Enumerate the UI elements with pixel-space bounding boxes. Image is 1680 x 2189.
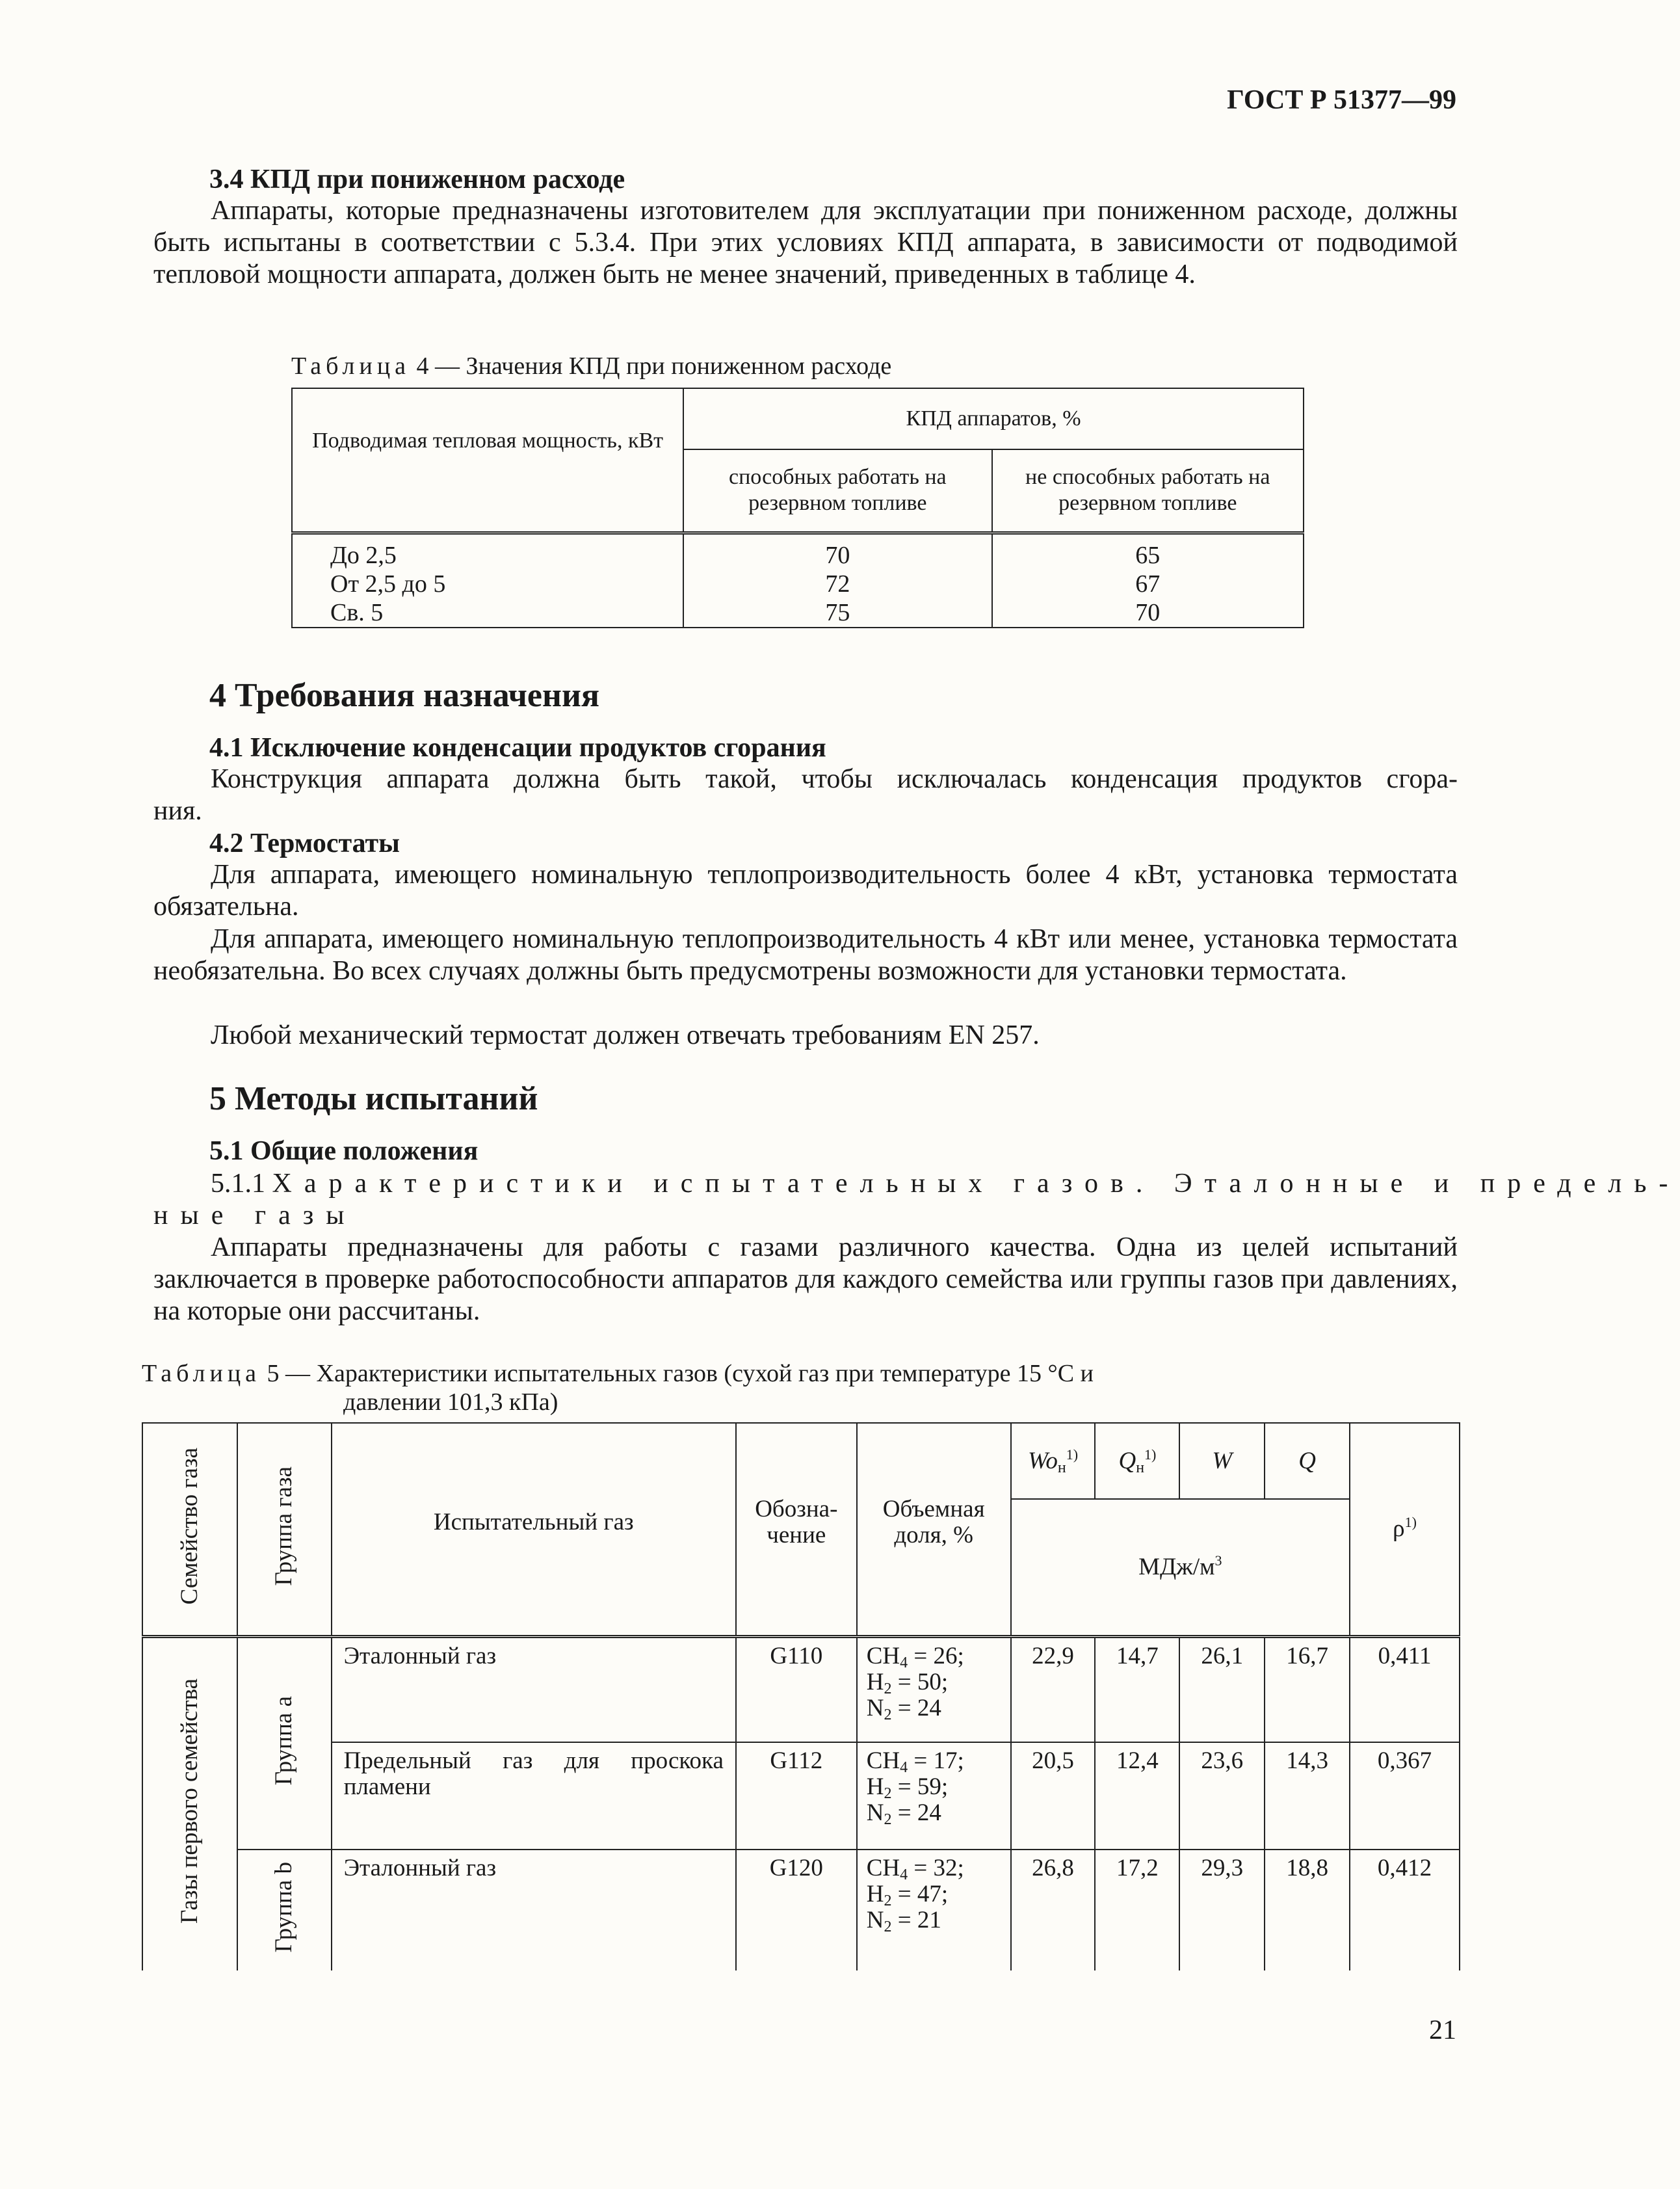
table-4-power-cells: [292, 533, 683, 628]
table-4-noreserve-cells: 65 67 70: [992, 533, 1304, 628]
table-5-caption-label: Таблица: [142, 1360, 261, 1387]
section-4-heading: 4 Требования назначения: [209, 677, 600, 714]
table-4-col-noreserve: не способных работать на резервном топливе: [992, 449, 1304, 533]
section-4-1-paragraph: Конструкция аппарата должна быть такой, чтобы исключалась конденсация продуктов сгора-: [211, 764, 1458, 794]
table-row: От 2,5 до 5: [330, 570, 446, 598]
page-number: 21: [1429, 2015, 1456, 2045]
table-4-col-power: Подводимая тепловая мощность, кВт: [292, 388, 683, 533]
table-5-caption: [142, 1359, 1094, 1388]
section-4-2-paragraph-2: Для аппарата, имеющего номинальную теплопроизводительность 4 кВт или менее, установка термостата необязательна. Во всех случаях должны быть предусмотрены возможности для установки термостата.: [153, 924, 1458, 986]
table-4-caption-label: Таблица: [291, 352, 411, 380]
section-4-2-heading: 4.2 Термостаты: [209, 829, 400, 858]
table-row: Эталонный газ: [332, 1850, 736, 1970]
section-5-1-1-heading-end: ные газы: [153, 1201, 357, 1230]
table-4-caption: [291, 352, 891, 380]
section-4-2-paragraph-1: Для аппарата, имеющего номинальную теплопроизводительность более 4 кВт, установка термостата обязательна.: [153, 860, 1458, 922]
table-5-col-wo: $Wo_н^{1)}$: [1011, 1423, 1096, 1499]
table-4-col-reserve: способных работать на резервном топливе: [683, 449, 991, 533]
table-row: Эталонный газ: [332, 1636, 736, 1742]
table-5-family-cell: Газы первого семейства: [142, 1636, 237, 1970]
table-5-col-q: Q: [1265, 1423, 1350, 1499]
section-5-heading: 5 Методы испытаний: [209, 1080, 538, 1117]
table-5-col-family: Семейство газа: [142, 1423, 237, 1636]
section-5-1-1-paragraph: Аппараты предназначены для работы с газами различного качества. Одна из целей испытаний заключается в проверке работоспособности аппаратов для каждого семейства или группы газов при давлениях, на которые они рассчитаны.: [153, 1232, 1458, 1326]
section-5-1-1-heading: 5.1.1 Характеристики испытательных газов. Эталонные и предель-: [211, 1169, 1680, 1199]
table-4-reserve-cells: 70 72 75: [683, 533, 991, 628]
document-code: ГОСТ Р 51377—99: [1227, 85, 1456, 115]
section-3-4-heading: 3.4 КПД при пониженном расходе: [209, 165, 625, 194]
section-4-2-paragraph-3: Любой механический термостат должен отвечать требованиям EN 257.: [211, 1020, 1040, 1050]
table-4-col-kpd: КПД аппаратов, %: [683, 388, 1304, 449]
table-5-col-gas: Испытательный газ: [332, 1423, 736, 1636]
section-5-1-heading: 5.1 Общие положения: [209, 1136, 479, 1166]
section-3-4-paragraph: Аппараты, которые предназначены изготовителем для эксплуатации при пониженном расходе, должны быть испытаны в соответствии с 5.3.4. При этих условиях КПД аппарата, в зависимости от подводимой тепловой мощности аппарата, должен быть не менее значений, приведенных в таблице 4.: [153, 196, 1458, 289]
table-4-caption-text: 4 — Значения КПД при пониженном расходе: [416, 352, 892, 380]
table-5-col-qn: $Q_н^{1)}$: [1095, 1423, 1179, 1499]
table-5-col-vol: Объемная доля, %: [857, 1423, 1011, 1636]
table-row: До 2,5: [330, 541, 397, 569]
table-row: Св. 5: [330, 598, 384, 626]
table-5-col-w: W: [1179, 1423, 1265, 1499]
table-row: Предельный газ для проскока пламени: [332, 1742, 736, 1850]
table-5-col-desig: Обозна- чение: [736, 1423, 857, 1636]
table-5-caption-line1: 5 — Характеристики испытательных газов (сухой газ при температуре 15 °С и: [267, 1360, 1094, 1387]
table-5-group-a-cell: Группа a: [237, 1636, 332, 1850]
table-5-caption-line2: давлении 101,3 кПа): [343, 1388, 558, 1416]
table-5-col-rho: $\rho^{1)}$: [1350, 1423, 1460, 1636]
table-4: [291, 388, 1304, 628]
table-5-col-group: Группа газа: [237, 1423, 332, 1636]
table-5-col-unit: МДж/$м^3$: [1011, 1499, 1350, 1636]
table-5-group-b-cell: Группа b: [237, 1850, 332, 1970]
table-5: Семейство газа Группа газа Испытательный газ Обозна- чение Объемная доля, % $Wo_н^{1)}$ $Q_н^{1)}$ W Q $\rho^{1)}$ МДж/$м^3$ Газы первого семейства Группа a Эталонный газ G110 $CH_4 = 26$; $H_2 = 50$; $N_2 = 24$ 22,9 14,7 26,1 16,7 0,411 Предельный газ для проскока пламени G112 $CH_4 = 17$; $H_2 = 59$; $N_2 = 24$ 20,5 12,4 23,6 14,3 0,367 Группа b Эталонный газ G120 $CH_4 = 32$; $H_2 = 47$; $N_2 = 21$ 26,8 17,2 29,3 18,8 0,412: [142, 1422, 1460, 1970]
section-4-1-heading: 4.1 Исключение конденсации продуктов сгорания: [209, 733, 826, 763]
section-4-1-paragraph-end: ния.: [153, 796, 202, 826]
